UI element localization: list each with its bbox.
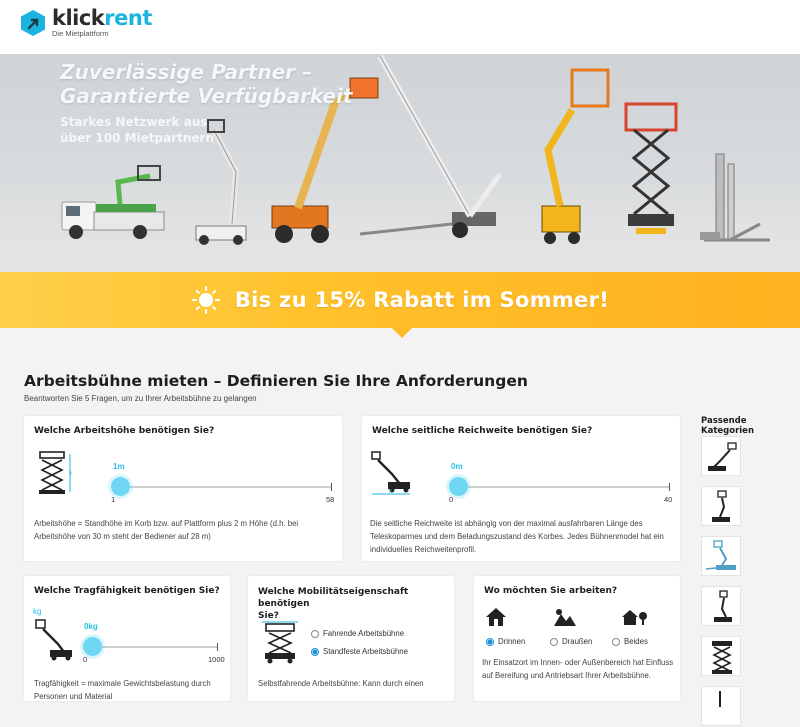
height-card	[24, 416, 342, 561]
category-tile-telescopic-boom[interactable]	[701, 486, 741, 526]
height-slider-handle[interactable]	[111, 477, 130, 496]
reach-slider-handle[interactable]	[449, 477, 468, 496]
top-bar	[0, 0, 800, 54]
scissor-lift-icon	[702, 637, 742, 677]
location-radio-both[interactable]	[612, 638, 620, 646]
vertical-mast-icon	[702, 687, 742, 727]
reach-slider-value: 0m	[451, 462, 463, 471]
category-tile-vertical-mast[interactable]	[701, 686, 741, 726]
reach-slider-track[interactable]	[458, 486, 670, 488]
height-description: Arbeitshöhe = Standhöhe im Korb bzw. auf Plattform plus 2 m Höhe (d.h. bei Arbeitshöhe von 30 m steht der Bediener auf 28 m)	[34, 519, 299, 541]
capacity-slider-track[interactable]	[92, 646, 218, 648]
capacity-slider-value: 0kg	[84, 622, 98, 631]
capacity-description: Tragfähigkeit = maximale Gewichtsbelastung durch Personen und Material	[34, 679, 211, 701]
logo-tagline: Die Mietplattform	[52, 29, 109, 38]
mobility-option-driving[interactable]: Fahrende Arbeitsbühne	[311, 629, 404, 638]
outdoor-landscape-icon	[552, 606, 578, 628]
categories-title: Passende Kategorien	[701, 416, 754, 436]
hero-title: Zuverlässige Partner – Garantierte Verfügbarkeit	[60, 60, 353, 108]
brand-logo[interactable]	[20, 8, 152, 38]
logo-name-accent: rent	[104, 6, 152, 30]
svg-text:x: x	[389, 489, 392, 495]
height-slider-max: 58	[326, 495, 335, 504]
indoor-house-icon	[484, 606, 508, 628]
capacity-slider-max: 1000	[208, 655, 225, 664]
promo-text: Bis zu 15% Rabatt im Sommer!	[234, 288, 610, 312]
location-description: Ihr Einsatzort im Innen- oder Außenbereich hat Einfluss auf Bereifung und Antriebsart Ihrer Arbeitsbühne.	[482, 658, 674, 680]
sun-icon	[191, 285, 221, 315]
location-radio-outdoor[interactable]	[550, 638, 558, 646]
logo-name-dark: klick	[52, 6, 105, 30]
mobility-question: Welche Mobilitätseigenschaft benötigen Sie?	[258, 587, 409, 621]
truck-lift-icon	[62, 166, 164, 239]
mobility-radio-driving[interactable]	[311, 630, 319, 638]
promo-notch	[392, 328, 412, 338]
trailer-boom	[360, 56, 500, 238]
scissor-height-icon	[36, 450, 76, 496]
category-tile-articulated-boom[interactable]	[701, 436, 741, 476]
capacity-card	[24, 576, 230, 701]
trailer-boom-icon	[702, 537, 742, 577]
capacity-slider-min: 0	[83, 655, 88, 664]
capacity-question: Welche Tragfähigkeit benötigen Sie?	[34, 586, 220, 596]
mobility-scissor-icon	[260, 618, 300, 668]
articulated-boom-icon	[702, 437, 742, 477]
page-title: Arbeitsbühne mieten – Definieren Sie Ihre Anforderungen	[24, 372, 528, 390]
location-option-indoor[interactable]: Drinnen	[486, 637, 525, 646]
promo-banner[interactable]	[0, 272, 800, 328]
location-question: Wo möchten Sie arbeiten?	[484, 586, 618, 596]
capacity-slider-handle[interactable]	[83, 637, 102, 656]
scissor-lift	[626, 104, 676, 234]
capacity-lift-icon	[34, 618, 74, 662]
height-slider-end-tick	[331, 483, 332, 491]
category-tile-scissor-lift[interactable]	[701, 636, 741, 676]
reach-slider-min: 0	[449, 495, 454, 504]
both-house-tree-icon	[620, 606, 648, 628]
reach-description: Die seitliche Reichweite ist abhängig von der maximal ausfahrbaren Länge des Teleskoparmes und dem Beladungszustand des Korbes. Jedes Bühnenmodel hat ein individuelles Reichweitenprofil.	[370, 519, 664, 554]
hero-subtitle: Starkes Netzwerk aus über 100 Mietpartnern	[60, 115, 215, 145]
category-tile-trailer-boom[interactable]	[701, 536, 741, 576]
self-propelled-boom-icon	[702, 587, 742, 627]
category-tile-self-propelled-boom[interactable]	[701, 586, 741, 626]
boom-reach-icon	[370, 450, 414, 496]
height-slider-min: 1	[111, 495, 116, 504]
reach-slider-end-tick	[669, 483, 670, 491]
telescopic-boom-icon	[702, 487, 742, 527]
svg-text:x: x	[69, 471, 72, 477]
mobility-option-stationary[interactable]: Standfeste Arbeitsbühne	[311, 647, 408, 656]
reach-slider-max: 40	[664, 495, 673, 504]
logo-mark-icon	[20, 9, 46, 37]
mobility-radio-stationary[interactable]	[311, 648, 319, 656]
page-subtitle: Beantworten Sie 5 Fragen, um zu Ihrer Arbeitsbühne zu gelangen	[24, 394, 257, 403]
location-radio-indoor[interactable]	[486, 638, 494, 646]
mobility-description: Selbstfahrende Arbeitsbühne: Kann durch einen	[258, 679, 424, 688]
height-slider-value: 1m	[113, 462, 125, 471]
location-option-outdoor[interactable]: Draußen	[550, 637, 592, 646]
location-card	[474, 576, 680, 701]
mobility-card	[248, 576, 454, 701]
height-slider-track[interactable]	[120, 486, 332, 488]
reach-card	[362, 416, 680, 561]
reach-question: Welche seitliche Reichweite benötigen Sie?	[372, 426, 593, 436]
yellow-boom	[542, 70, 608, 244]
location-option-both[interactable]: Beides	[612, 637, 648, 646]
capacity-unit-label: kg	[33, 607, 42, 616]
capacity-slider-end-tick	[217, 643, 218, 651]
hero-banner	[0, 54, 800, 272]
height-question: Welche Arbeitshöhe benötigen Sie?	[34, 426, 215, 436]
